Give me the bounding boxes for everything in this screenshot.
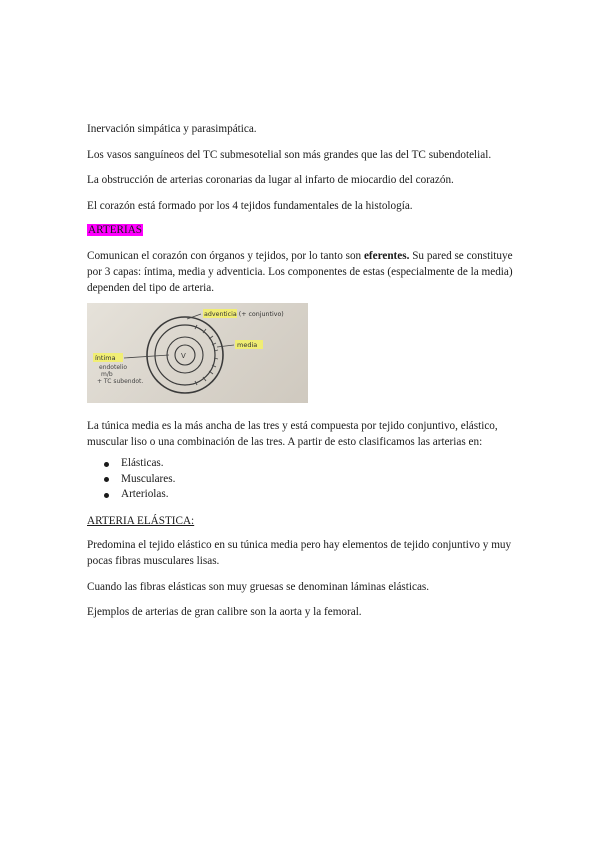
paragraph-corazon-tejidos: El corazón está formado por los 4 tejidos fundamentales de la histología. [87,200,413,212]
label-intima-sub1: endotelio [99,364,128,371]
label-adventicia: adventicia (+ conjuntivo) [204,311,284,318]
paragraph-elastica-tejido: Predomina el tejido elástico en su túnica media pero hay elementos de tejido conjuntivo y muy pocas fibras musculares lisas. [87,539,512,567]
list-item-musculares: Musculares. [87,472,175,488]
paragraph-ejemplos-arterias: Ejemplos de arterias de gran calibre son la aorta y la femoral. [87,606,362,618]
heading-arteria-elastica-text: ARTERIA ELÁSTICA: [87,515,195,527]
label-media: media [237,341,258,349]
paragraph-arterias-intro [87,248,517,296]
paragraph-tunica-media: La túnica media es la más ancha de las tres y está compuesta por tejido conjuntivo, elástico, muscular liso o una combinación de las tres. A partir de esto clasificamos las arterias en: [87,420,498,448]
artery-diagram-photo [87,303,308,403]
list-item-arteriolas: Arteriolas. [87,487,175,503]
intro-text-end: Su pared se constituye por 3 capas: íntima, media y adventicia. Los componentes de estas (especialmente de la media) dependen del tipo de arteria. [87,250,513,294]
paragraph-obstruccion: La obstrucción de arterias coronarias da lugar al infarto de miocardio del corazón. [87,174,454,186]
intro-bold-eferentes: eferentes. [363,250,410,262]
label-intima-sub2: m/b [101,371,113,378]
paragraph-inervacion: Inervación simpática y parasimpática. [87,123,257,135]
svg-text:V: V [181,352,186,360]
label-intima-sub3: + TC subendot. [97,378,144,385]
heading-arterias-text: ARTERIAS [88,224,143,236]
label-intima: íntima [95,354,116,362]
heading-arteria-elastica [87,513,517,529]
artery-sketch [87,303,308,403]
list-item-elasticas: Elásticas. [87,456,175,472]
paragraph-vasos-sanguineos: Los vasos sanguíneos del TC submesotelial son más grandes que las del TC subendotelial. [87,149,492,161]
intro-text-start: Comunican el corazón con órganos y tejidos, por lo tanto son [87,250,364,262]
paragraph-laminas-elasticas: Cuando las fibras elásticas son muy gruesas se denominan láminas elásticas. [87,581,430,593]
artery-types-list [87,456,175,503]
heading-arterias [87,222,517,238]
